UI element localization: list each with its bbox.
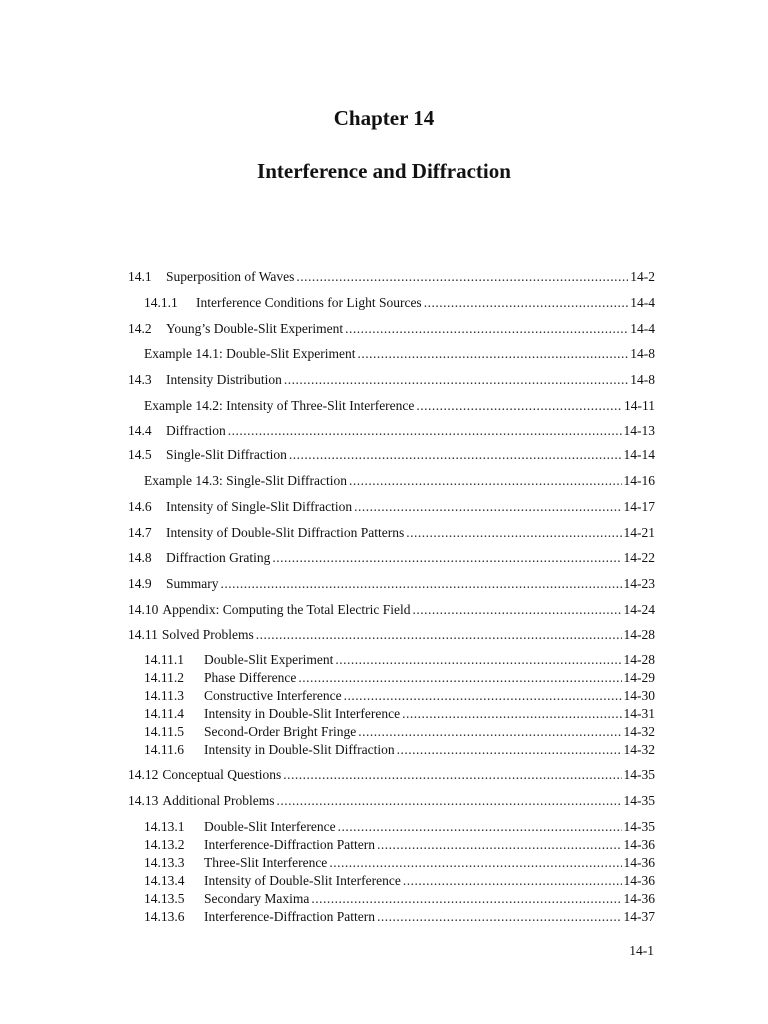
toc-number: 14.13.3 (144, 855, 185, 870)
toc-leader (424, 294, 629, 312)
toc-entry-14-13[interactable] (128, 792, 655, 810)
toc-title: Interference-Diffraction Pattern (204, 837, 376, 852)
toc-leader (289, 446, 622, 464)
toc-page: 14-36 (623, 855, 655, 870)
toc-page: 14-37 (623, 909, 655, 924)
toc-leader (345, 320, 628, 338)
toc-title: Single-Slit Diffraction (166, 447, 287, 462)
toc-leader (296, 268, 628, 286)
toc-number: 14.11.4 (144, 706, 184, 721)
toc-entry-14-13-2[interactable] (144, 836, 655, 854)
toc-page: 14-28 (623, 652, 655, 667)
toc-leader (228, 422, 622, 440)
toc-page: 14-16 (623, 473, 655, 488)
toc-number: 14.13.2 (144, 837, 185, 852)
toc-title: Example 14.3: Single-Slit Diffraction (144, 473, 347, 488)
toc-number: 14.11.2 (144, 670, 184, 685)
toc-number: 14.8 (128, 550, 152, 565)
toc-leader (344, 687, 622, 705)
toc-page: 14-8 (630, 372, 655, 387)
toc-leader (349, 472, 622, 490)
toc-page: 14-32 (623, 742, 655, 757)
toc-page: 14-2 (630, 269, 655, 284)
toc-leader (272, 549, 621, 567)
toc-number: 14.12 (128, 767, 159, 782)
toc-number: 14.3 (128, 372, 152, 387)
toc-number: 14.7 (128, 525, 152, 540)
toc-leader (277, 792, 622, 810)
toc-number: 14.4 (128, 423, 152, 438)
toc-entry-14-10[interactable] (128, 601, 655, 619)
toc-entry-14-11-5[interactable] (144, 723, 655, 741)
toc-entry-example-14-3[interactable] (144, 472, 655, 490)
toc-page: 14-14 (623, 447, 655, 462)
toc-page: 14-36 (623, 891, 655, 906)
toc-title: Phase Difference (204, 670, 297, 685)
toc-title: Conceptual Questions (162, 767, 282, 782)
toc-page: 14-8 (630, 346, 655, 361)
toc-title: Summary (166, 576, 219, 591)
toc-leader (402, 705, 621, 723)
toc-title: Diffraction (166, 423, 226, 438)
toc-page: 14-17 (623, 499, 655, 514)
toc-leader (377, 908, 621, 926)
toc-leader (358, 723, 621, 741)
toc-title: Secondary Maxima (204, 891, 310, 906)
toc-entry-14-9[interactable] (128, 575, 655, 593)
toc-page: 14-28 (623, 627, 655, 642)
toc-entry-14-13-6[interactable] (144, 908, 655, 926)
toc-number: 14.11 (128, 627, 158, 642)
toc-number: 14.1.1 (144, 295, 178, 310)
toc-title: Solved Problems (161, 627, 254, 642)
toc-entry-14-7[interactable] (128, 524, 655, 542)
toc-title: Diffraction Grating (166, 550, 271, 565)
toc-entry-14-11-2[interactable] (144, 669, 655, 687)
toc-leader (256, 626, 622, 644)
toc-entry-14-11-3[interactable] (144, 687, 655, 705)
toc-entry-14-3[interactable] (128, 371, 655, 389)
toc-title: Additional Problems (162, 793, 275, 808)
toc-entry-14-13-3[interactable] (144, 854, 655, 872)
toc-entry-14-6[interactable] (128, 498, 655, 516)
toc-title: Intensity of Single-Slit Diffraction (166, 499, 353, 514)
toc-page: 14-32 (623, 724, 655, 739)
toc-title: Intensity of Double-Slit Diffraction Patterns (166, 525, 405, 540)
chapter-title: Interference and Diffraction (257, 159, 511, 183)
toc-leader (416, 397, 622, 415)
toc-page: 14-11 (624, 398, 655, 413)
toc-entry-14-11-4[interactable] (144, 705, 655, 723)
toc-leader (403, 872, 622, 890)
toc-leader (335, 651, 621, 669)
toc-title: Appendix: Computing the Total Electric Field (162, 602, 411, 617)
toc-title: Intensity in Double-Slit Interference (204, 706, 401, 721)
toc-page: 14-22 (623, 550, 655, 565)
toc-title: Interference Conditions for Light Sources (196, 295, 422, 310)
toc-entry-14-13-4[interactable] (144, 872, 655, 890)
toc-entry-14-4[interactable] (128, 422, 655, 440)
toc-leader (284, 371, 628, 389)
toc-title: Example 14.2: Intensity of Three-Slit Interference (144, 398, 415, 413)
toc-title: Double-Slit Experiment (204, 652, 334, 667)
toc-leader (377, 836, 621, 854)
toc-title: Intensity of Double-Slit Interference (204, 873, 401, 888)
toc-title: Double-Slit Interference (204, 819, 336, 834)
toc-title: Intensity Distribution (166, 372, 282, 387)
toc-title: Constructive Interference (204, 688, 342, 703)
toc-page: 14-35 (623, 793, 655, 808)
toc-number: 14.1 (128, 269, 152, 284)
toc-leader (413, 601, 622, 619)
toc-leader (329, 854, 621, 872)
toc-entry-14-11-1[interactable] (144, 651, 655, 669)
toc-leader (338, 818, 622, 836)
toc-page: 14-36 (623, 837, 655, 852)
toc-entry-14-1[interactable] (128, 268, 655, 286)
toc-page: 14-23 (623, 576, 655, 591)
toc-title: Example 14.1: Double-Slit Experiment (144, 346, 356, 361)
toc-entry-14-11-6[interactable] (144, 741, 655, 759)
toc-page: 14-24 (623, 602, 655, 617)
toc-title: Young’s Double-Slit Experiment (166, 321, 344, 336)
toc-entry-14-8[interactable] (128, 549, 655, 567)
toc-number: 14.13.4 (144, 873, 185, 888)
toc-page: 14-30 (623, 688, 655, 703)
toc-entry-14-1-1[interactable] (144, 294, 655, 312)
toc-page: 14-35 (623, 819, 655, 834)
toc-entry-example-14-2[interactable] (144, 397, 655, 415)
toc-title: Second-Order Bright Fringe (204, 724, 357, 739)
toc-number: 14.11.3 (144, 688, 184, 703)
toc-page: 14-21 (623, 525, 655, 540)
toc-title: Interference-Diffraction Pattern (204, 909, 376, 924)
toc-title: Intensity in Double-Slit Diffraction (204, 742, 395, 757)
toc-entry-14-13-5[interactable] (144, 890, 655, 908)
toc-title: Three-Slit Interference (204, 855, 328, 870)
toc-entry-14-12[interactable] (128, 766, 655, 784)
toc-entry-14-11[interactable] (128, 626, 655, 644)
toc-entry-14-13-1[interactable] (144, 818, 655, 836)
toc-leader (221, 575, 622, 593)
toc-entry-14-5[interactable] (128, 446, 655, 464)
toc-number: 14.13.1 (144, 819, 185, 834)
toc-leader (397, 741, 622, 759)
toc-page: 14-31 (623, 706, 655, 721)
toc-page: 14-4 (630, 321, 655, 336)
toc-number: 14.11.1 (144, 652, 184, 667)
toc-number: 14.13.5 (144, 891, 185, 906)
toc-number: 14.13 (128, 793, 159, 808)
toc-number: 14.11.5 (144, 724, 184, 739)
toc-leader (283, 766, 621, 784)
toc-number: 14.9 (128, 576, 152, 591)
chapter-label: Chapter 14 (333, 106, 435, 130)
toc-leader (354, 498, 621, 516)
toc-leader (298, 669, 621, 687)
toc-title: Superposition of Waves (166, 269, 295, 284)
toc-leader (406, 524, 621, 542)
toc-page: 14-35 (623, 767, 655, 782)
toc-page: 14-29 (623, 670, 655, 685)
toc-entry-example-14-1[interactable] (144, 345, 655, 363)
toc-number: 14.5 (128, 447, 152, 462)
toc-number: 14.6 (128, 499, 152, 514)
toc-number: 14.13.6 (144, 909, 185, 924)
toc-page: 14-13 (623, 423, 655, 438)
toc-number: 14.11.6 (144, 742, 184, 757)
toc-leader (357, 345, 628, 363)
toc-page: 14-4 (630, 295, 655, 310)
toc-entry-14-2[interactable] (128, 320, 655, 338)
toc-leader (311, 890, 621, 908)
page-number: 14-1 (629, 943, 654, 958)
toc-number: 14.10 (128, 602, 159, 617)
toc-number: 14.2 (128, 321, 152, 336)
toc-page: 14-36 (623, 873, 655, 888)
